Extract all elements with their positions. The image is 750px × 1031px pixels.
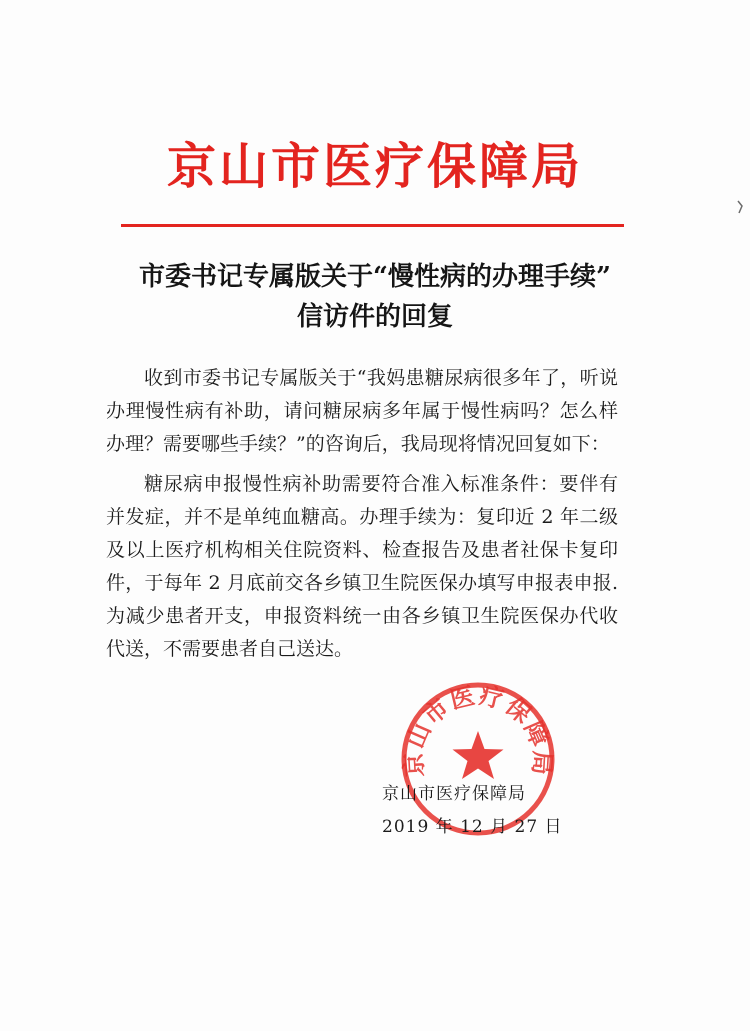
scan-speck — [736, 200, 746, 214]
seal-arc-text: 京山市医疗保障局 — [399, 681, 557, 778]
document-body — [106, 362, 618, 666]
document-title-line-1: 市委书记专属版关于“慢性病的办理手续” — [139, 262, 611, 292]
body-paragraph-1: 收到市委书记专属版关于“我妈患糖尿病很多年了，听说办理慢性病有补助，请问糖尿病多年属于慢性病吗？怎么样办理？需要哪些手续？”的咨询后，我局现将情况回复如下： — [106, 367, 618, 455]
signature-org: 京山市医疗保障局 — [382, 784, 526, 804]
letterhead-red-rule — [121, 224, 624, 227]
body-paragraph-2: 糖尿病申报慢性病补助需要符合准入标准条件：要伴有并发症，并不是单纯血糖高。办理手续为：复印近 2 年二级及以上医疗机构相关住院资料、检查报告及患者社保卡复印件，于每年 2 月底前交各乡镇卫生院医保办填写申报表申报.为减少患者开支，申报资料统一由各乡镇卫生院医保办代收代送，不需要患者自己送达。 — [106, 473, 618, 660]
letterhead-org-name: 京山市医疗保障局 — [166, 137, 583, 195]
document-title-line-2: 信访件的回复 — [296, 302, 453, 332]
seal-star-icon — [453, 731, 504, 779]
signature-date: 2019 年 12 月 27 日 — [382, 817, 563, 837]
